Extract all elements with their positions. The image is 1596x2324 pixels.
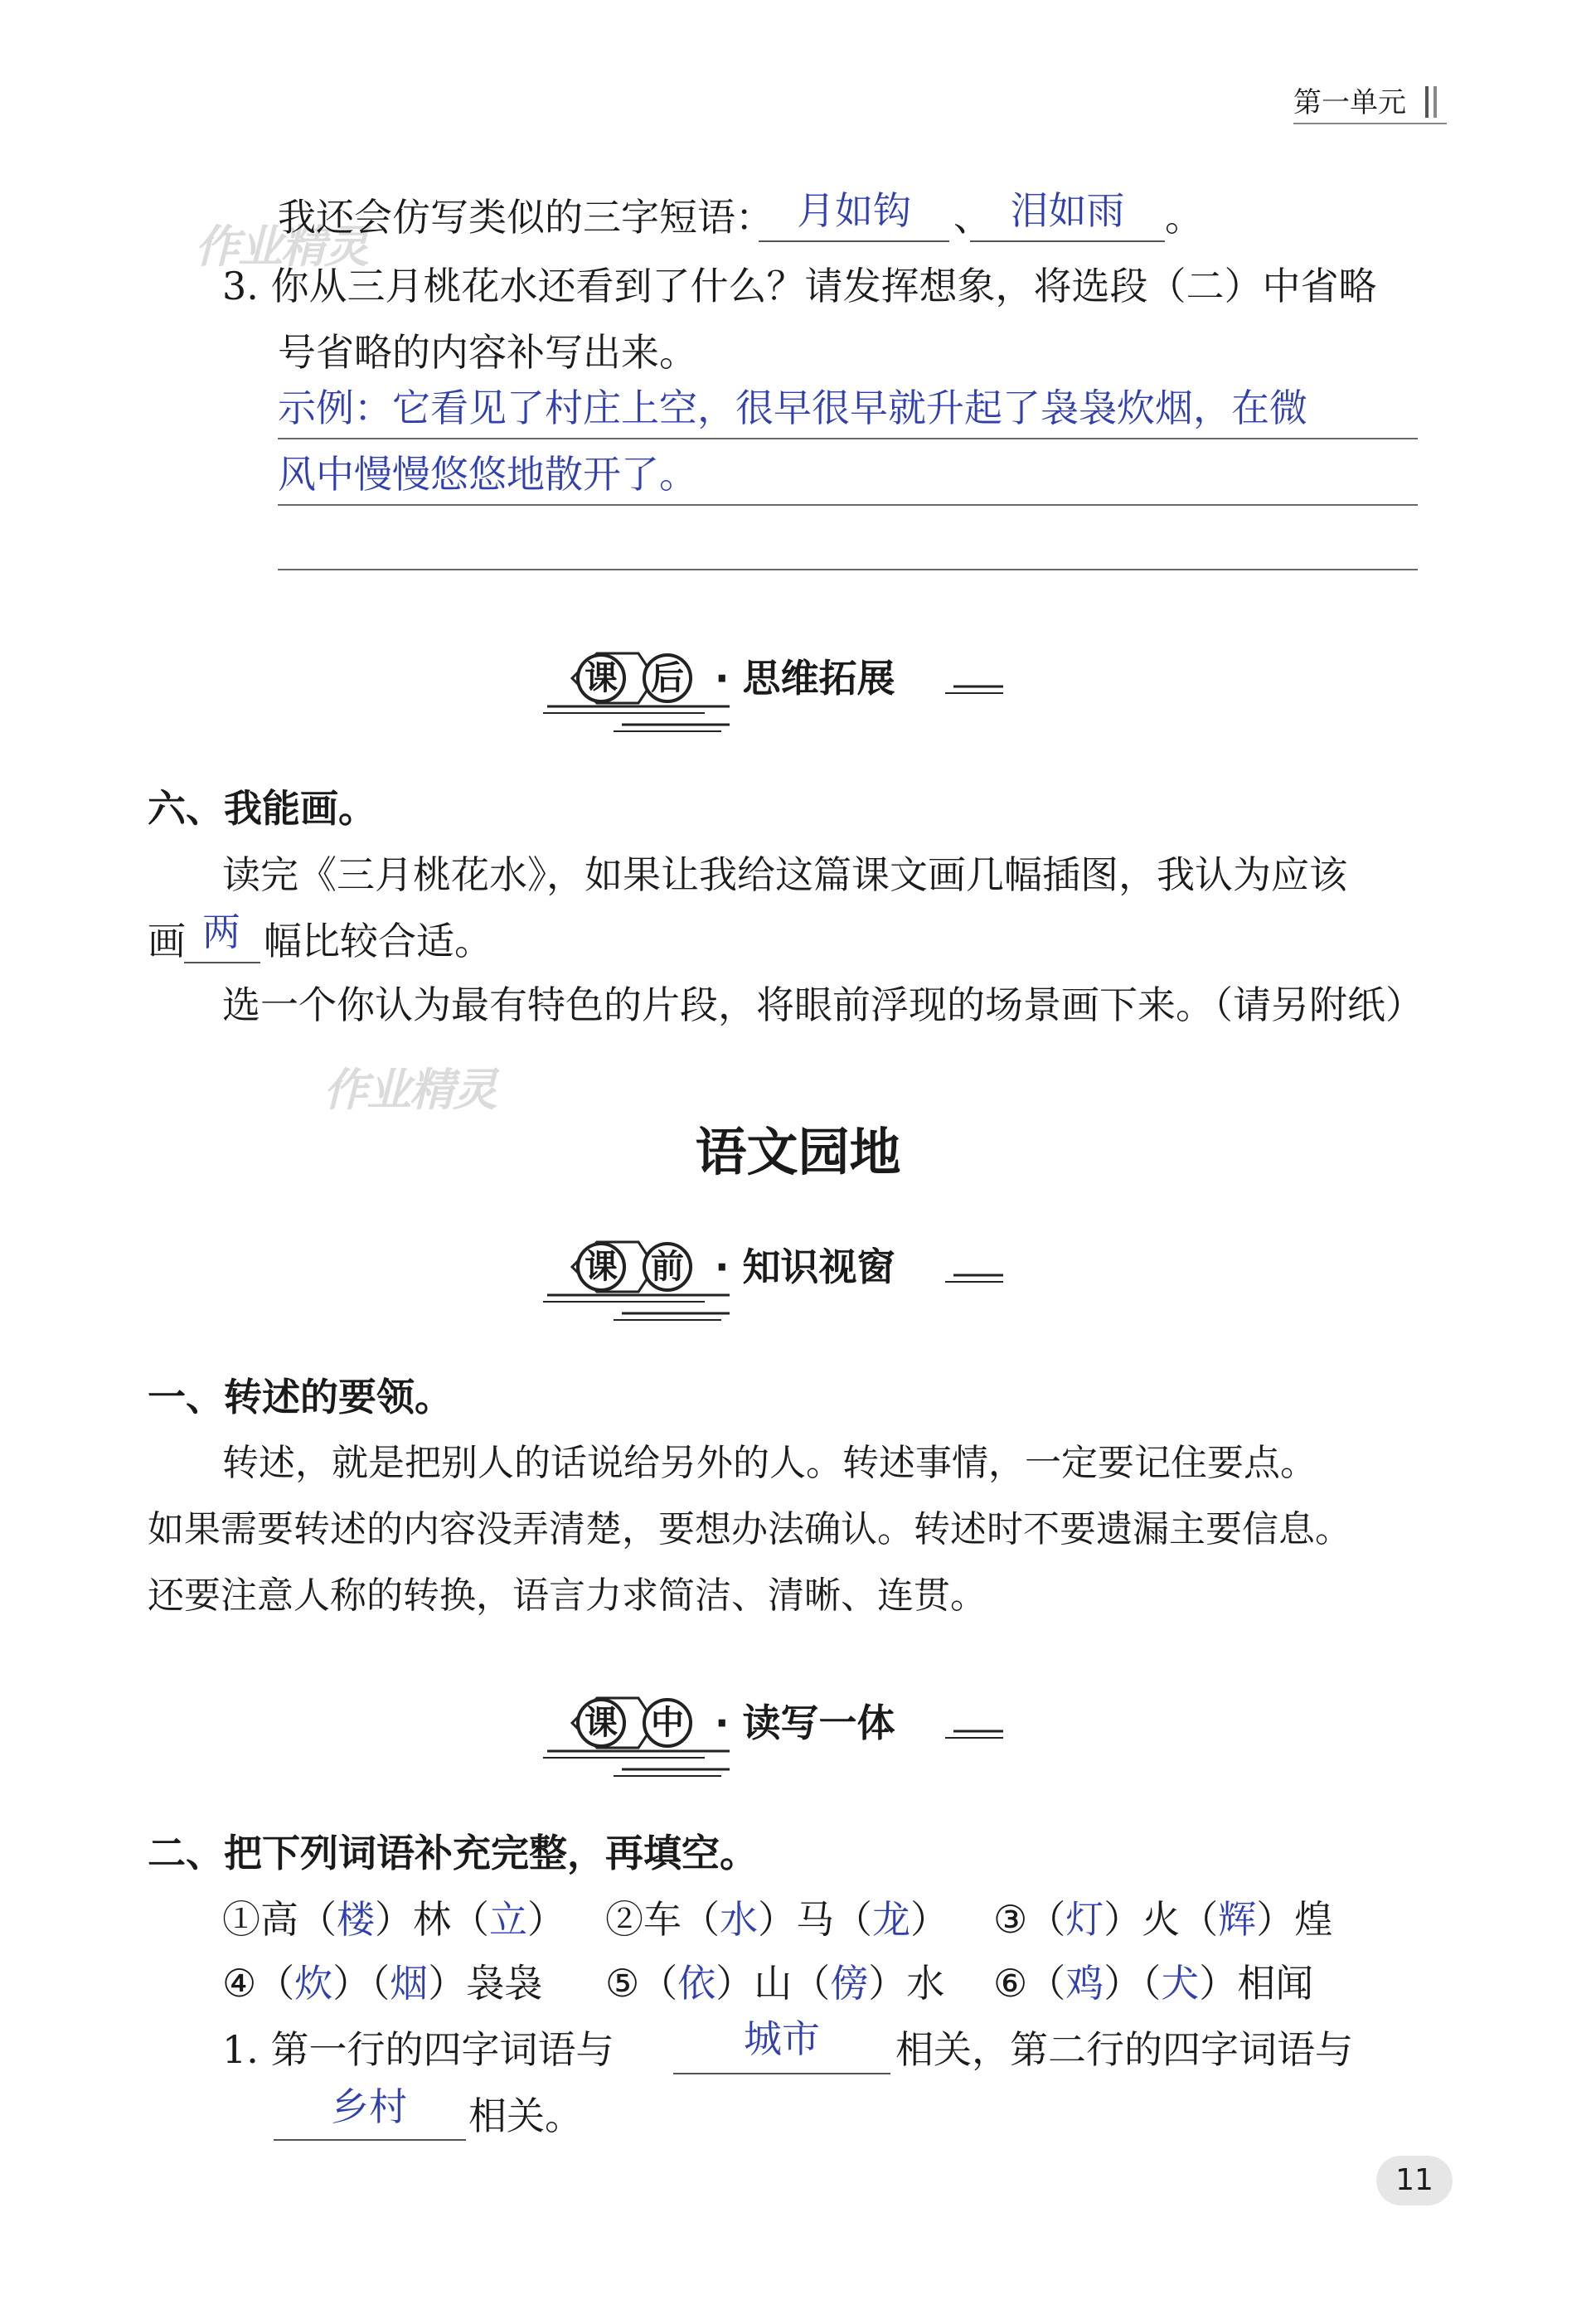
badge-char-1: 课 [576,1242,626,1292]
q1-mid: 相关，第二行的四字词语与 [895,2027,1353,2072]
q1-answer-2: 乡村 [331,2084,407,2129]
idiom-5 [605,1958,944,2008]
idiom-text: ③（ [993,1897,1066,1942]
idiom-text: ②车（ [605,1897,720,1942]
q1-end: 相关。 [468,2094,583,2138]
header-bars-icon [1424,86,1440,118]
banner-after-class [539,638,1003,738]
idiom-3 [993,1895,1332,1944]
six-line-2-post: 幅比较合适。 [264,919,492,963]
one-line-1: 转述，就是把别人的话说给另外的人。转述事情，一定要记住要点。 [222,1442,1317,1484]
idiom-answer: 水 [720,1897,758,1942]
imitate-blank-1 [759,240,949,242]
six-line-3: 选一个你认为最有特色的片段，将眼前浮现的场景画下来。（请另附纸） [222,982,1424,1027]
imitate-prefix: 我还会仿写类似的三字短语： [278,195,774,240]
idiom-text: ⑥（ [993,1961,1066,2006]
idiom-row-2 [222,1958,1433,2008]
one-line-2: 如果需要转述的内容没弄清楚，要想办法确认。转述时不要遗漏主要信息。 [148,1508,1351,1550]
idiom-answer: 辉 [1218,1897,1257,1942]
header-rule [1293,123,1447,124]
idiom-row-1 [222,1895,1433,1944]
watermark: 作业精灵 [195,221,367,273]
idiom-text: ①高（ [222,1897,337,1942]
idiom-2 [605,1895,948,1944]
idiom-answer: 犬 [1161,1961,1200,2006]
watermark: 作业精灵 [323,1064,496,1116]
q3-line-1: 3. 你从三月桃花水还看到了什么？请发挥想象，将选段（二）中省略 [222,264,1377,308]
badge-char-2: 中 [643,1698,692,1748]
banner-in-class [539,1683,1003,1783]
answer-rule-3 [278,569,1418,570]
idiom-answer: 依 [677,1961,716,2006]
idiom-text: ⑤（ [605,1961,678,2006]
idiom-answer: 傍 [830,1961,869,2006]
six-answer: 两 [202,910,240,954]
idiom-text: ）水 [868,1961,945,2006]
six-blank [184,962,260,963]
imitate-answer-1: 月如钩 [797,188,911,233]
banner-before-class [539,1227,1003,1327]
one-line-3: 还要注意人称的转换，语言力求简洁、清晰、连贯。 [148,1574,987,1617]
idiom-answer: 龙 [872,1897,910,1942]
banner-title: · 知识视窗 [715,1244,895,1289]
idiom-answer: 炊 [294,1961,333,2006]
idiom-text: ）（ [1104,1961,1162,2006]
q1-blank-1 [673,2073,890,2074]
section-title: 语文园地 [695,1122,901,1182]
idiom-text: ）马（ [758,1897,872,1942]
idiom-text: ） [527,1897,565,1942]
six-line-2-pre: 画 [148,919,186,963]
idiom-answer: 灯 [1065,1897,1104,1942]
section-two-heading: 二、把下列词语补充完整，再填空。 [148,1831,758,1875]
idiom-text: ）火（ [1104,1897,1219,1942]
q1-blank-2 [274,2139,466,2141]
idiom-4 [222,1958,542,2008]
badge-char-2: 后 [643,653,692,703]
banner-title: · 思维拓展 [715,656,895,701]
idiom-text: ④（ [222,1961,295,2006]
section-one-heading: 一、转述的要领。 [148,1375,453,1419]
page-number: 11 [1376,2156,1453,2205]
badge-char-1: 课 [576,1698,626,1748]
q3-answer-line-2: 风中慢慢悠悠地散开了。 [278,452,697,497]
idiom-1 [222,1895,565,1944]
answer-rule-1 [278,438,1418,439]
idiom-text: ）煌 [1256,1897,1333,1942]
idiom-text: ）山（ [716,1961,831,2006]
idiom-text: ）袅袅 [428,1961,543,2006]
q3-answer-line-1: 示例：它看见了村庄上空，很早很早就升起了袅袅炊烟，在微 [278,386,1307,430]
idiom-6 [993,1958,1313,2008]
idiom-text: ）（ [332,1961,391,2006]
imitate-blank-2 [970,240,1165,242]
idiom-answer: 鸡 [1065,1961,1104,2006]
imitate-sep: 、 [953,195,992,240]
q1-answer-1: 城市 [744,2016,820,2061]
badge-char-2: 前 [643,1242,692,1292]
unit-label: 第一单元 [1293,86,1406,119]
imitate-answer-2: 泪如雨 [1010,188,1125,233]
banner-title: · 读写一体 [715,1701,895,1745]
q1-pre: 1. 第一行的四字词语与 [222,2027,614,2072]
idiom-text: ）相闻 [1199,1961,1314,2006]
idiom-text: ） [910,1897,948,1942]
badge-char-1: 课 [576,653,626,703]
q3-line-2: 号省略的内容补写出来。 [278,330,697,375]
answer-rule-2 [278,504,1418,506]
idiom-answer: 楼 [337,1897,375,1942]
six-line-1: 读完《三月桃花水》，如果让我给这篇课文画几幅插图，我认为应该 [222,852,1347,897]
section-six-heading: 六、我能画。 [148,786,376,831]
idiom-answer: 烟 [390,1961,429,2006]
idiom-text: ）林（ [375,1897,489,1942]
idiom-answer: 立 [489,1897,527,1942]
imitate-end: 。 [1165,195,1203,240]
